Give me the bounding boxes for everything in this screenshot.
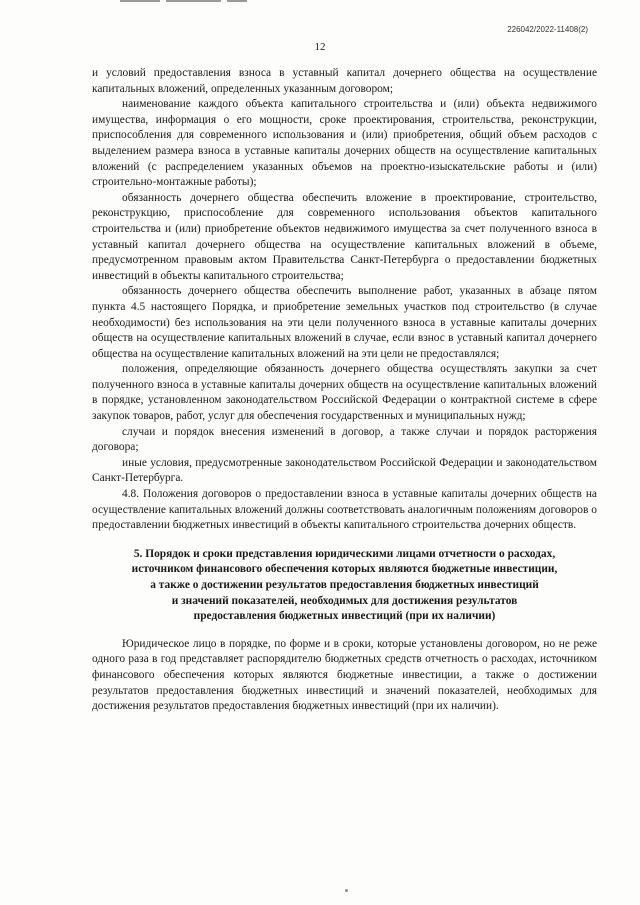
paragraph-4: обязанность дочернего общества обеспечить выполнение работ, указанных в абзаце пятом пункта 4.5 настоящего Порядка, и приобретение земельных участков под строительство (в случае необходимости) без использования на эти цели полученного взноса в уставные капиталы дочерних обществ на осуществление капитальных вложений в случае, если взнос в уставный капитал дочернего общества на осуществление капитальных вложений на эти цели не предоставлялся; bbox=[92, 285, 597, 360]
paragraph-3: обязанность дочернего общества обеспечить вложение в проектирование, строительство, реконструкцию, приспособление для современного использования объектов капитального строительства и (или) приобретение объектов недвижимого имущества за счет полученного взноса в уставный капитал дочернего общества на осуществление капитальных вложений в объеме, предусмотренном правовым актом Правительства Санкт-Петербурга о предоставлении бюджетных инвестиций в объекты капитального строительства; bbox=[92, 191, 597, 282]
heading-line: а также о достижении результатов предоставления бюджетных инвестиций bbox=[150, 579, 539, 591]
heading-line: и значений показателей, необходимых для достижения результатов bbox=[171, 594, 518, 607]
scan-artifact-marks bbox=[120, 0, 280, 3]
heading-line: 5. Порядок и сроки представления юридическими лицами отчетности о расходах, bbox=[133, 547, 556, 560]
paragraph-6: случаи и порядок внесения изменений в договор, а также случаи и порядок расторжения договора; bbox=[92, 425, 597, 454]
paragraph-2: наименование каждого объекта капитального строительства и (или) объекта недвижимого имущества, информация о его мощности, сроке проектирования, строительства, реконструкции, приспособления для современного использования и (или) приобретения, общий объем расходов с выделением размера взноса в уставные капиталы дочерних обществ на осуществление капитальных вложений (с распределением указанных объемов на проектно-изыскательские работы и (или) строительно-монтажные работы); bbox=[92, 98, 597, 189]
paragraph-8: 4.8. Положения договоров о предоставлении взноса в уставные капиталы дочерних обществ на осуществление капитальных вложений должны соответствовать аналогичным положениям договоров о предоставлении бюджетных инвестиций в объекты капитального строительства дочерних обществ. bbox=[92, 488, 597, 532]
scan-dot bbox=[345, 889, 348, 892]
document-code: 226042/2022-11408(2) bbox=[507, 25, 588, 34]
paragraph-5: положения, определяющие обязанность дочернего общества осуществлять закупки за счет полученного взноса в уставные капиталы дочерних обществ на осуществление капитальных вложений в порядке, установленном законодательством Российской Федерации о контрактной системе в сфере закупок товаров, работ, услуг для обеспечения государственных и муниципальных нужд; bbox=[92, 363, 597, 423]
paragraph-1: и условий предоставления взноса в уставный капитал дочернего общества на осуществление капитальных вложений, определенных указанным договором; bbox=[92, 67, 597, 95]
paragraph-7: иные условия, предусмотренные законодательством Российской Федерации и законодательством Санкт-Петербурга. bbox=[92, 456, 597, 485]
document-body bbox=[92, 66, 597, 715]
page-number: 12 bbox=[314, 41, 326, 53]
final-paragraph: Юридическое лицо в порядке, по форме и в сроки, которые установлены договором, но не реже одного раза в год представляет распорядителю бюджетных средств отчетность о расходах, источником финансового обеспечения которых являются бюджетные инвестиции, а также о достижении результатов предоставления бюджетных инвестиций и значений показателей, необходимых для достижения результатов предоставления бюджетных инвестиций (при их наличии). bbox=[92, 637, 597, 713]
heading-line: предоставления бюджетных инвестиций (при их наличии) bbox=[193, 610, 496, 623]
section-heading bbox=[92, 547, 597, 625]
heading-line: источником финансового обеспечения которых являются бюджетные инвестиции, bbox=[131, 563, 558, 576]
